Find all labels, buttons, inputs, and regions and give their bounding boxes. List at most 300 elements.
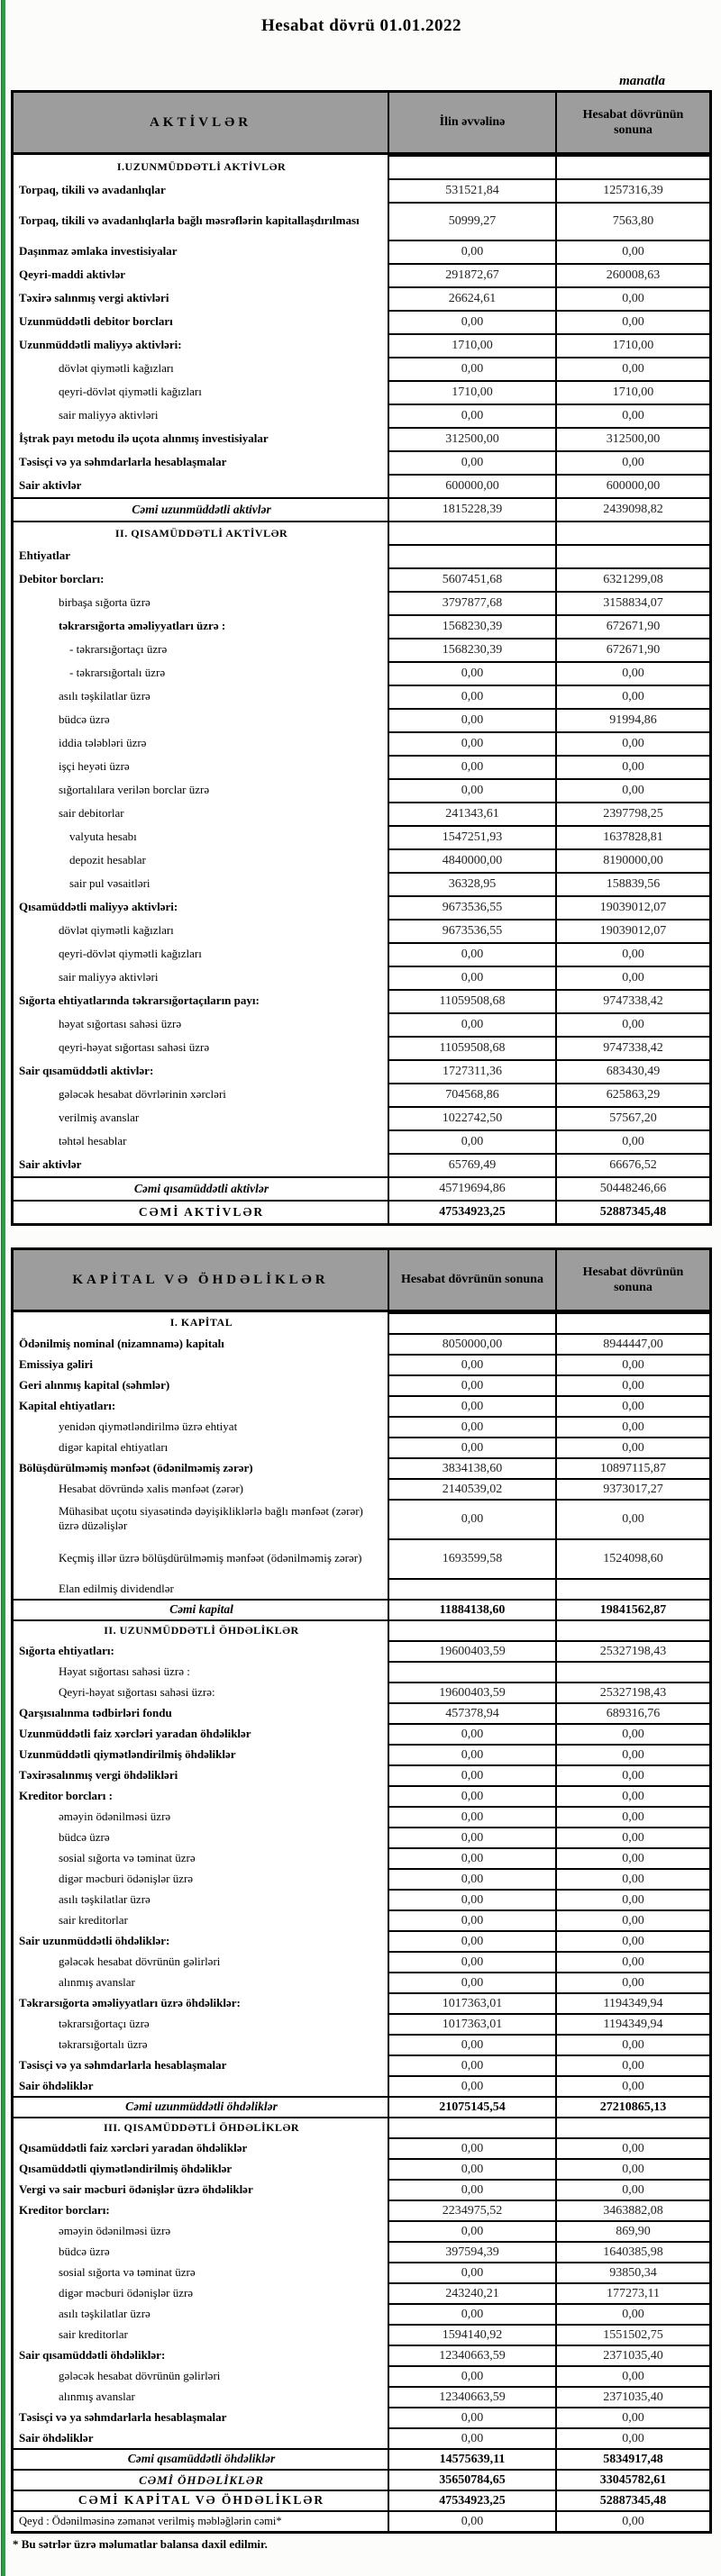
row-label: CƏMİ AKTİVLƏR (14, 1200, 388, 1223)
row-label: Cəmi uzunmüddətli aktivlər (14, 497, 388, 521)
table-row (14, 2200, 709, 2220)
value-col1: 0,00 (388, 1909, 555, 1930)
row-label: Debitor borcları: (19, 572, 105, 586)
value-col2 (555, 544, 709, 567)
value-col1: 11059508,68 (388, 989, 555, 1012)
value-col2: 0,00 (555, 1909, 709, 1930)
table-row (14, 685, 709, 708)
value-col2: 2371035,40 (555, 2345, 709, 2365)
row-label: qeyri-həyat sığortası sahəsi üzrə (59, 1040, 210, 1055)
table-row (14, 2469, 709, 2490)
row-label: Uzunmüddətli debitor borcları (19, 314, 173, 329)
table-row (14, 1951, 709, 1972)
table-row (14, 1538, 709, 1578)
table-row (14, 989, 709, 1012)
value-col2: 0,00 (555, 1395, 709, 1416)
value-col2: 66676,52 (555, 1153, 709, 1176)
table-row (14, 474, 709, 497)
value-col2: 600000,00 (555, 474, 709, 497)
table-row (14, 1354, 709, 1374)
table-row (14, 263, 709, 286)
value-col2: 7563,80 (555, 202, 709, 240)
table-header-row (14, 1250, 709, 1312)
value-col2: 9747338,42 (555, 1036, 709, 1059)
value-col1 (388, 1661, 555, 1682)
value-col1: 0,00 (388, 2262, 555, 2282)
table-row (14, 1153, 709, 1176)
table-row (14, 1395, 709, 1416)
column-header-end: Hesabat dövrünün sonuna (555, 1250, 709, 1310)
value-col1: 0,00 (388, 1806, 555, 1827)
row-label: Cəmi uzunmüddətli öhdəliklər (14, 2096, 388, 2117)
value-col1 (388, 544, 555, 567)
row-label: sığortalılara verilən borclar üzrə (59, 783, 210, 797)
table-row (14, 1827, 709, 1847)
value-col1: 600000,00 (388, 474, 555, 497)
value-col1: 45719694,86 (388, 1176, 555, 1200)
value-col2: 0,00 (555, 2179, 709, 2200)
table-row (14, 1578, 709, 1599)
row-label: II. QISAMÜDDƏTLİ AKTİVLƏR (14, 521, 388, 544)
value-col1: 1594140,92 (388, 2324, 555, 2345)
value-col1: 0,00 (388, 2510, 555, 2531)
row-label: Sair öhdəliklər (19, 2078, 94, 2092)
value-col1: 1568230,39 (388, 614, 555, 638)
value-col1: 0,00 (388, 1437, 555, 1457)
row-label: sair maliyyə aktivləri (59, 970, 159, 984)
table-row (14, 825, 709, 848)
value-col2: 52887345,48 (555, 2490, 709, 2510)
tables (11, 90, 712, 2534)
row-label: əməyin ödənilməsi üzrə (59, 1809, 171, 1823)
value-col2: 0,00 (555, 731, 709, 755)
value-col1 (388, 2117, 555, 2137)
table-row (14, 380, 709, 404)
value-col2: 625863,29 (555, 1083, 709, 1106)
value-col2: 33045782,61 (555, 2469, 709, 2490)
table-row (14, 2096, 709, 2117)
value-col2: 260008,63 (555, 263, 709, 286)
value-col2: 27210865,13 (555, 2096, 709, 2117)
value-col1: 0,00 (388, 310, 555, 333)
row-label: asılı təşkilatlar üzrə (59, 2306, 151, 2320)
column-header-end: Hesabat dövrünün sonuna (555, 93, 709, 152)
value-col1: 2140539,02 (388, 1478, 555, 1499)
row-label: Geri alınmış kapital (səhmlər) (19, 1377, 170, 1392)
value-col1: 0,00 (388, 1416, 555, 1437)
row-label: qeyri-dövlət qiymətli kağızları (59, 947, 202, 961)
value-col1: 0,00 (388, 755, 555, 778)
value-col2: 2371035,40 (555, 2386, 709, 2407)
value-col1: 26624,61 (388, 286, 555, 310)
value-col1: 50999,27 (388, 202, 555, 240)
row-label: Sair qısamüddətli öhdəliklər: (19, 2347, 166, 2362)
table-row (14, 450, 709, 474)
row-label: Keçmiş illər üzrə bölüşdürülməmiş mənfəət (ödənilməmiş zərər) (59, 1551, 362, 1565)
row-label: sair maliyyə aktivləri (59, 408, 159, 422)
table-row (14, 202, 709, 240)
column-header-start: İlin əvvəlinə (388, 93, 555, 152)
value-col1: 0,00 (388, 1827, 555, 1847)
table-row (14, 1682, 709, 1702)
row-label: CƏMİ KAPİTAL VƏ ÖHDƏLİKLƏR (14, 2490, 388, 2510)
row-label: Ödənilmiş nominal (nizamnamə) kapitalı (19, 1336, 224, 1350)
column-header-label: KAPİTAL VƏ ÖHDƏLİKLƏR (72, 1272, 329, 1287)
page-title: Hesabat dövrü 01.01.2022 (260, 16, 462, 35)
table-row (14, 2510, 709, 2531)
table-row (14, 1744, 709, 1764)
value-col1: 12340663,59 (388, 2345, 555, 2365)
table-row (14, 1083, 709, 1106)
table-row (14, 2427, 709, 2448)
row-label: Uzunmüddətli faiz xərcləri yaradan öhdəliklər (19, 1726, 251, 1740)
value-col1 (388, 1312, 555, 1333)
table-row (14, 1416, 709, 1437)
value-col1: 312500,00 (388, 427, 555, 450)
value-col2: 0,00 (555, 966, 709, 989)
value-col1: 2234975,52 (388, 2200, 555, 2220)
table-row (14, 919, 709, 942)
table-row (14, 1437, 709, 1457)
row-label: Torpaq, tikili və avadanlıqlar (19, 183, 166, 197)
row-label: valyuta hesabı (69, 830, 137, 844)
value-col1: 0,00 (388, 2179, 555, 2200)
row-label: sair debitorlar (59, 806, 124, 821)
value-col2: 0,00 (555, 357, 709, 380)
value-col2: 1551502,75 (555, 2324, 709, 2345)
value-col2: 0,00 (555, 2427, 709, 2448)
value-col2: 0,00 (555, 2034, 709, 2054)
value-col2: 1637828,81 (555, 825, 709, 848)
value-col2: 9747338,42 (555, 989, 709, 1012)
value-col1: 1568230,39 (388, 638, 555, 661)
table-row (14, 2262, 709, 2282)
value-col1: 0,00 (388, 1951, 555, 1972)
row-label: dövlət qiymətli kağızları (59, 361, 174, 376)
table-row (14, 966, 709, 989)
row-label: Qarşısıalınma tədbirləri fondu (19, 1705, 172, 1719)
table-row (14, 1785, 709, 1806)
table-row (14, 1457, 709, 1478)
value-col1: 0,00 (388, 708, 555, 731)
row-label: II. UZUNMÜDDƏTLİ ÖHDƏLİKLƏR (14, 1619, 388, 1640)
value-col1: 397594,39 (388, 2241, 555, 2262)
table-row (14, 2158, 709, 2179)
row-label: Təxirə salınmış vergi aktivləri (19, 291, 169, 305)
value-col1: 0,00 (388, 2158, 555, 2179)
value-col1: 4840000,00 (388, 848, 555, 872)
value-col1: 11059508,68 (388, 1036, 555, 1059)
table-row (14, 1723, 709, 1744)
value-col2: 19039012,07 (555, 919, 709, 942)
value-col2: 5834917,48 (555, 2448, 709, 2469)
value-col1: 0,00 (388, 1012, 555, 1036)
row-label: təkrarsığortaçı üzrə (59, 2016, 150, 2030)
row-label: Daşınmaz əmlaka investisiyalar (19, 244, 178, 259)
value-col2: 0,00 (555, 2137, 709, 2158)
value-col2 (555, 1661, 709, 1682)
table-row (14, 497, 709, 521)
value-col1: 36328,95 (388, 872, 555, 895)
value-col2: 91994,86 (555, 708, 709, 731)
value-col1: 8050000,00 (388, 1333, 555, 1354)
footnote: * Bu sətrlər üzrə məlumatlar balansa daxil edilmir. (13, 2537, 268, 2551)
row-label: Təkrarsığorta əməliyyatları üzrə öhdəliklər: (19, 1995, 241, 2009)
column-header-start: Hesabat dövrünün sonuna (388, 1250, 555, 1310)
table-row (14, 1764, 709, 1785)
row-label: təkrarsığorta əməliyyatları üzrə : (59, 619, 226, 633)
value-col2: 0,00 (555, 1744, 709, 1764)
row-label: gələcək hesabat dövrünün gəlirləri (59, 2368, 221, 2382)
value-col1: 0,00 (388, 2220, 555, 2241)
row-label: Həyat sığortası sahəsi üzrə : (59, 1664, 190, 1678)
value-col2: 2439098,82 (555, 497, 709, 521)
value-col2: 25327198,43 (555, 1640, 709, 1661)
row-label: Qısamüddətli qiymətləndirilmiş öhdəliklər (19, 2161, 233, 2175)
row-label: alınmış avanslar (59, 1974, 135, 1989)
table-row (14, 1012, 709, 1036)
value-col1: 0,00 (388, 1374, 555, 1395)
row-label: Elan edilmiş dividendlər (59, 1581, 174, 1595)
row-label: Uzunmüddətli maliyyə aktivləri: (19, 338, 182, 352)
table-row (14, 2013, 709, 2034)
row-label: Qısamüddətli faiz xərcləri yaradan öhdəliklər (19, 2140, 248, 2154)
value-col2: 2397798,25 (555, 802, 709, 825)
value-col1: 0,00 (388, 2427, 555, 2448)
value-col1 (388, 521, 555, 544)
value-col1: 19600403,59 (388, 1682, 555, 1702)
value-col1: 0,00 (388, 966, 555, 989)
value-col2: 672671,90 (555, 614, 709, 638)
value-col1: 1710,00 (388, 333, 555, 357)
value-col1: 0,00 (388, 2054, 555, 2075)
value-col2: 9373017,27 (555, 1478, 709, 1499)
table-row (14, 1909, 709, 1930)
table-row (14, 2117, 709, 2137)
table-row (14, 802, 709, 825)
row-label: işçi heyəti üzrə (59, 759, 130, 774)
row-label: depozit hesablar (69, 853, 146, 867)
value-col2: 0,00 (555, 1785, 709, 1806)
table-row (14, 1312, 709, 1333)
value-col2: 1710,00 (555, 333, 709, 357)
value-col1: 65769,49 (388, 1153, 555, 1176)
value-col1: 0,00 (388, 357, 555, 380)
row-label: Uzunmüddətli qiymətləndirilmiş öhdəliklər (19, 1746, 236, 1761)
table-row (14, 1106, 709, 1129)
table-row (14, 895, 709, 919)
row-label: Sığorta ehtiyatlarında təkrarsığortaçıların payı: (19, 993, 260, 1008)
row-label: asılı təşkilatlar üzrə (59, 689, 151, 703)
value-col1: 291872,67 (388, 263, 555, 286)
value-col1: 0,00 (388, 1972, 555, 1992)
value-col2: 0,00 (555, 685, 709, 708)
value-col1: 1710,00 (388, 380, 555, 404)
row-label: sosial sığorta və təminat üzrə (59, 1850, 196, 1864)
value-col2: 3158834,07 (555, 591, 709, 614)
table-row (14, 1499, 709, 1538)
row-label: III. QISAMÜDDƏTLİ ÖHDƏLİKLƏR (14, 2117, 388, 2137)
table-row (14, 1889, 709, 1909)
row-label: Ehtiyatlar (19, 549, 71, 563)
value-col1: 0,00 (388, 1868, 555, 1889)
value-col1: 0,00 (388, 2303, 555, 2324)
value-col1: 0,00 (388, 404, 555, 427)
value-col1: 14575639,11 (388, 2448, 555, 2469)
table-row (14, 1640, 709, 1661)
value-col2 (555, 1578, 709, 1599)
value-col2: 0,00 (555, 1889, 709, 1909)
table-row (14, 1992, 709, 2013)
value-col2: 0,00 (555, 1868, 709, 1889)
table-row (14, 614, 709, 638)
table-row (14, 1661, 709, 1682)
table-row (14, 1333, 709, 1354)
value-col1: 531521,84 (388, 178, 555, 202)
table-row (14, 1868, 709, 1889)
table-kapital-ve-ohdelikler (11, 1247, 712, 2534)
table-row (14, 240, 709, 263)
value-col1: 0,00 (388, 2034, 555, 2054)
value-col2: 689316,76 (555, 1702, 709, 1723)
value-col2: 57567,20 (555, 1106, 709, 1129)
value-col2: 0,00 (555, 2407, 709, 2427)
value-col2: 0,00 (555, 755, 709, 778)
value-col2: 0,00 (555, 1806, 709, 1827)
row-label: Təsisçi və ya səhmdarlarla hesablaşmalar (19, 455, 227, 469)
table-row (14, 155, 709, 178)
value-col1: 9673536,55 (388, 895, 555, 919)
table-aktivler (11, 90, 712, 1226)
value-col2: 0,00 (555, 1012, 709, 1036)
table-row (14, 404, 709, 427)
table-row (14, 427, 709, 450)
table-row (14, 1176, 709, 1200)
table-row (14, 2365, 709, 2386)
table-row (14, 567, 709, 591)
value-col2: 177273,11 (555, 2282, 709, 2303)
value-col2: 19841562,87 (555, 1599, 709, 1619)
row-label: büdcə üzrə (59, 1829, 110, 1844)
row-label: Bölüşdürülməmiş mənfəət (ödənilməmiş zərər) (19, 1460, 253, 1474)
table-row (14, 357, 709, 380)
value-col1: 3797877,68 (388, 591, 555, 614)
row-label: I. KAPİTAL (169, 1316, 233, 1329)
table-row (14, 2490, 709, 2510)
row-label: digər kapital ehtiyatları (59, 1439, 169, 1454)
row-label: Sığorta ehtiyatları: (19, 1643, 114, 1657)
value-col2: 1257316,39 (555, 178, 709, 202)
value-col1: 0,00 (388, 2075, 555, 2096)
value-col2: 10897115,87 (555, 1457, 709, 1478)
value-col2: 8190000,00 (555, 848, 709, 872)
value-col1: 0,00 (388, 942, 555, 966)
value-col1: 0,00 (388, 1129, 555, 1153)
value-col2: 0,00 (555, 1764, 709, 1785)
row-label: büdcə üzrə (59, 712, 110, 727)
value-col1: 0,00 (388, 1847, 555, 1868)
table-row (14, 1847, 709, 1868)
value-col1: 0,00 (388, 2365, 555, 2386)
table-row (14, 2054, 709, 2075)
row-label: dövlət qiymətli kağızları (59, 923, 174, 938)
value-col2: 0,00 (555, 310, 709, 333)
row-label: Torpaq, tikili və avadanlıqlarla bağlı məsrəflərin kapitallaşdırılması (19, 213, 360, 228)
value-col2: 1524098,60 (555, 1538, 709, 1578)
row-label: sosial sığorta və təminat üzrə (59, 2264, 196, 2279)
table-row (14, 1478, 709, 1499)
row-label: Sair qısamüddətli aktivlər: (19, 1064, 154, 1078)
row-label: Qeyd : Ödənilməsinə zəmanət verilmiş məbləğlərin cəmi* (14, 2510, 388, 2531)
value-col2: 0,00 (555, 240, 709, 263)
value-col2: 869,90 (555, 2220, 709, 2241)
row-label: Kreditor borcları: (19, 2202, 110, 2217)
value-col1: 47534923,25 (388, 2490, 555, 2510)
table-row (14, 661, 709, 685)
table-row (14, 1374, 709, 1395)
table-row (14, 2345, 709, 2365)
value-col2: 0,00 (555, 2365, 709, 2386)
table-row (14, 1036, 709, 1059)
row-label: İştrak payı metodu ilə uçota alınmış investisiyalar (19, 431, 269, 446)
value-col2: 0,00 (555, 2510, 709, 2531)
table-row (14, 1059, 709, 1083)
value-col1: 0,00 (388, 778, 555, 802)
value-col1: 12340663,59 (388, 2386, 555, 2407)
value-col1: 704568,86 (388, 1083, 555, 1106)
table-header-row (14, 93, 709, 155)
row-label: büdcə üzrə (59, 2244, 110, 2258)
table-row (14, 2179, 709, 2200)
row-label: - təkrarsığortalı üzrə (69, 666, 166, 680)
value-col2: 0,00 (555, 1951, 709, 1972)
value-col1: 0,00 (388, 1889, 555, 1909)
row-label: Mühasibat uçotu siyasətində dəyişikliklərlə bağlı mənfəət (zərər) üzrə düzəlişlər (59, 1504, 363, 1532)
value-col1: 3834138,60 (388, 1457, 555, 1478)
value-col2: 93850,34 (555, 2262, 709, 2282)
table-row (14, 178, 709, 202)
table-row (14, 872, 709, 895)
value-col1: 0,00 (388, 661, 555, 685)
row-label: Cəmi qısamüddətli aktivlər (14, 1176, 388, 1200)
row-label: Sair aktivlər (19, 1157, 82, 1172)
row-label: Kapital ehtiyatları: (19, 1398, 116, 1412)
table-row (14, 1200, 709, 1223)
row-label: qeyri-dövlət qiymətli kağızları (59, 385, 202, 399)
value-col2: 0,00 (555, 1374, 709, 1395)
value-col2: 0,00 (555, 1847, 709, 1868)
table-row (14, 1702, 709, 1723)
row-label: əməyin ödənilməsi üzrə (59, 2223, 171, 2237)
value-col2: 672671,90 (555, 638, 709, 661)
table-row (14, 1806, 709, 1827)
table-row (14, 2241, 709, 2262)
value-col2: 0,00 (555, 1354, 709, 1374)
table-row (14, 1599, 709, 1619)
row-label: təhtəl hesablar (59, 1134, 127, 1148)
value-col1: 5607451,68 (388, 567, 555, 591)
value-col2 (555, 2117, 709, 2137)
value-col2: 1710,00 (555, 380, 709, 404)
value-col1: 47534923,25 (388, 1200, 555, 1223)
value-col2 (555, 521, 709, 544)
value-col1: 1017363,01 (388, 2013, 555, 2034)
row-label: Vergi və sair məcburi ödənişlər üzrə öhdəliklər (19, 2181, 253, 2196)
value-col2: 0,00 (555, 1972, 709, 1992)
value-col2: 0,00 (555, 1723, 709, 1744)
row-label: CƏMİ ÖHDƏLİKLƏR (14, 2469, 388, 2490)
value-col2: 0,00 (555, 778, 709, 802)
